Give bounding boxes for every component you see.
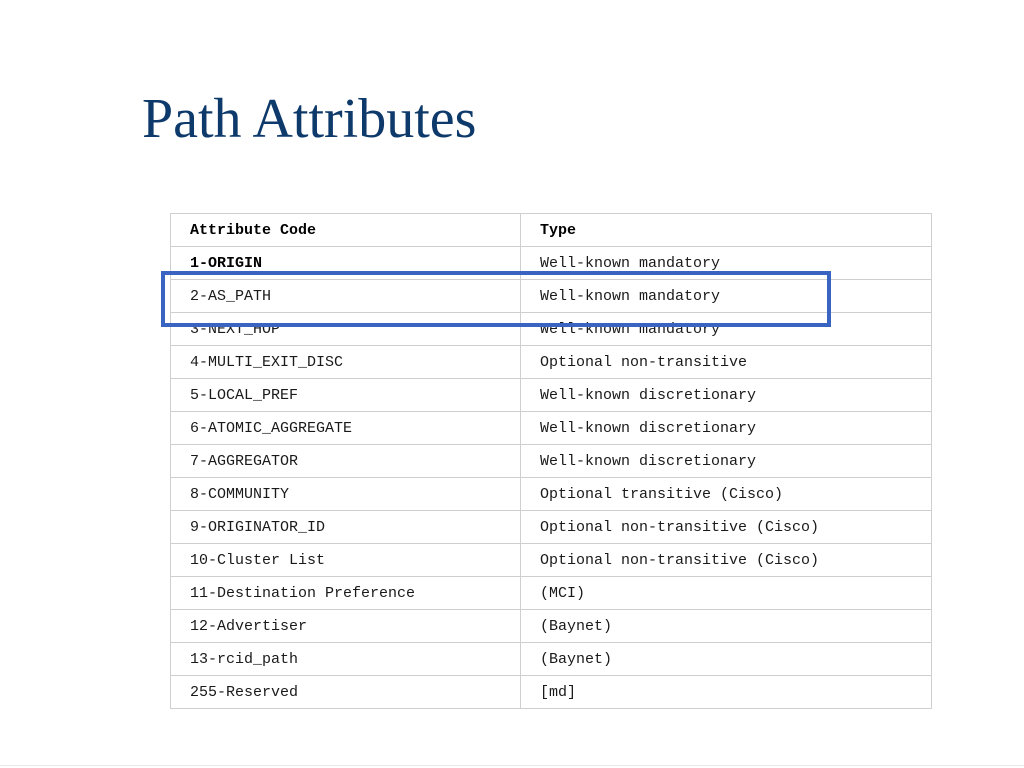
- column-header-type: Type: [521, 214, 932, 247]
- attribute-type-cell: Well-known mandatory: [521, 280, 932, 313]
- bottom-divider: [0, 765, 1024, 766]
- table-row: [171, 610, 932, 643]
- attribute-code-cell: 13-rcid_path: [171, 643, 521, 676]
- attribute-type-cell: Optional non-transitive (Cisco): [521, 544, 932, 577]
- attribute-type-cell: (MCI): [521, 577, 932, 610]
- table-row: [171, 643, 932, 676]
- attribute-type-cell: Well-known mandatory: [521, 313, 932, 346]
- attribute-code-cell: 11-Destination Preference: [171, 577, 521, 610]
- attribute-type-cell: Well-known discretionary: [521, 412, 932, 445]
- attribute-code-cell: 1-ORIGIN: [171, 247, 521, 280]
- attribute-code-cell: 255-Reserved: [171, 676, 521, 709]
- attribute-code-cell: 7-AGGREGATOR: [171, 445, 521, 478]
- attribute-type-cell: Optional non-transitive (Cisco): [521, 511, 932, 544]
- attribute-code-cell: 10-Cluster List: [171, 544, 521, 577]
- attribute-code-cell: 5-LOCAL_PREF: [171, 379, 521, 412]
- attribute-type-cell: [md]: [521, 676, 932, 709]
- table-row: [171, 247, 932, 280]
- attribute-type-cell: Optional non-transitive: [521, 346, 932, 379]
- path-attributes-table: [170, 213, 932, 709]
- table-row: [171, 412, 932, 445]
- attribute-code-cell: 4-MULTI_EXIT_DISC: [171, 346, 521, 379]
- table-row: [171, 280, 932, 313]
- table-row: [171, 676, 932, 709]
- attribute-code-cell: 3-NEXT_HOP: [171, 313, 521, 346]
- table-row: [171, 313, 932, 346]
- table-row: [171, 379, 932, 412]
- table-row: [171, 445, 932, 478]
- attribute-type-cell: Well-known discretionary: [521, 445, 932, 478]
- attribute-type-cell: Well-known mandatory: [521, 247, 932, 280]
- attribute-type-cell: Optional transitive (Cisco): [521, 478, 932, 511]
- column-header-attribute-code: Attribute Code: [171, 214, 521, 247]
- attribute-code-cell: 9-ORIGINATOR_ID: [171, 511, 521, 544]
- table-row: [171, 511, 932, 544]
- attribute-code-cell: 12-Advertiser: [171, 610, 521, 643]
- attribute-type-cell: Well-known discretionary: [521, 379, 932, 412]
- table-row: [171, 544, 932, 577]
- table-row: [171, 346, 932, 379]
- attribute-code-cell: 8-COMMUNITY: [171, 478, 521, 511]
- table-row: [171, 577, 932, 610]
- attribute-code-cell: 6-ATOMIC_AGGREGATE: [171, 412, 521, 445]
- attribute-type-cell: (Baynet): [521, 643, 932, 676]
- attribute-code-cell: 2-AS_PATH: [171, 280, 521, 313]
- table-header-row: [171, 214, 932, 247]
- attribute-type-cell: (Baynet): [521, 610, 932, 643]
- slide-title: Path Attributes: [142, 88, 477, 150]
- table-row: [171, 478, 932, 511]
